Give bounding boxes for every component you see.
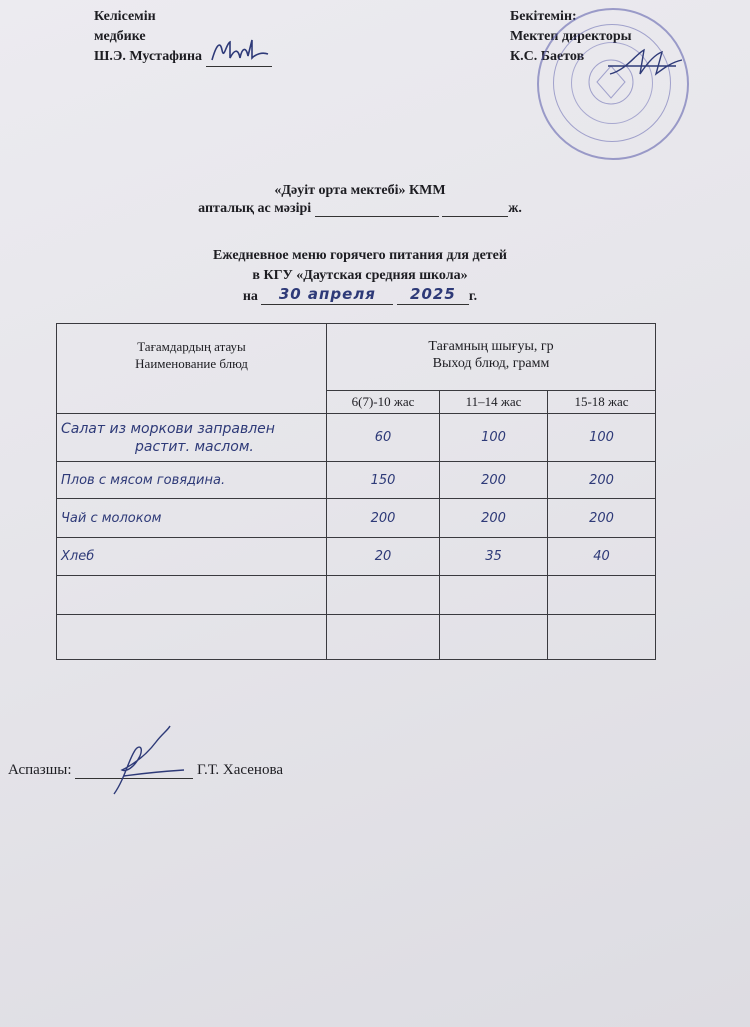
portion-cell: 35 [440,538,548,576]
approval-right-line2: Мектеп директоры [510,29,632,44]
portion-cell: 60 [327,414,440,462]
nurse-name: Ш.Э. Мустафина [94,49,203,64]
menu-period-blank [315,202,439,217]
table-row [57,414,656,462]
cook-name: Г.Т. Хасенова [197,762,283,778]
table-row [57,499,656,538]
portion-cell [548,615,656,660]
nurse-signature [206,38,272,64]
date-field [261,285,393,305]
dish-name-header-kz: Тағамдардың атауы [137,339,246,354]
dish-name-line2: растит. маслом. [135,438,254,455]
approval-right-line1: Бекітемін: [510,9,577,24]
portion-cell: 100 [548,414,656,462]
table-row [57,615,656,660]
portion-cell: 200 [327,499,440,538]
title-ru-line2: в КГУ «Даутская средняя школа» [252,268,468,283]
table-header-row [57,324,656,391]
dish-name-cell: Чай с молоком [57,499,327,538]
title-ru-date-line [0,285,720,305]
date-suffix: г. [468,289,478,304]
title-kz-line2 [0,201,720,217]
year-suffix: ж. [508,201,522,216]
portion-cell [327,576,440,615]
portion-cell: 200 [440,462,548,499]
title-kz-line1: «Дәуіт орта мектебі» КММ [274,183,446,198]
dish-name-header [57,324,327,414]
director-signature [606,44,686,84]
age-group-cell: 11–14 жас [440,391,548,414]
portion-header-kz: Тағамның шығуы, гр [428,339,554,354]
dish-name-cell [57,576,327,615]
portion-cell: 200 [440,499,548,538]
portion-cell [440,615,548,660]
portion-header-ru: Выход блюд, грамм [432,356,550,371]
school-stamp-icon [537,8,689,160]
approval-left-line3 [94,47,272,67]
portion-header [327,324,656,391]
title-ru-line1: Ежедневное меню горячего питания для детей [213,248,507,263]
approval-left [94,7,272,67]
dish-name-cell: Плов с мясом говядина. [57,462,327,499]
nurse-signature-line [206,52,272,67]
date-prefix: на [242,289,258,304]
portion-cell: 100 [440,414,548,462]
date-handwritten: 30 апреля [278,285,376,303]
cook-signature [104,722,194,802]
portion-cell: 200 [548,462,656,499]
portion-cell [548,576,656,615]
menu-table [56,323,656,660]
director-name: К.С. Баетов [510,49,585,64]
approval-left-line2: медбике [94,29,146,44]
portion-cell [440,576,548,615]
weekly-menu-label: апталық ас мәзірі [198,201,312,216]
cook-label: Аспазшы: [8,762,72,778]
dish-name-cell [57,615,327,660]
year-handwritten: 2025 [410,285,456,303]
portion-cell [327,615,440,660]
age-group-cell: 6(7)-10 жас [327,391,440,414]
table-row [57,576,656,615]
portion-cell: 20 [327,538,440,576]
portion-cell: 40 [548,538,656,576]
dish-name-header-ru: Наименование блюд [135,356,248,371]
table-row [57,538,656,576]
dish-name-line1: Салат из моркови заправлен [61,420,275,437]
dish-name-cell: Хлеб [57,538,327,576]
menu-year-blank [442,202,508,217]
dish-name-cell [57,414,327,462]
approval-left-line1: Келісемін [94,9,156,24]
portion-cell: 200 [548,499,656,538]
portion-cell: 150 [327,462,440,499]
age-group-cell: 15-18 жас [548,391,656,414]
table-row [57,462,656,499]
year-field [397,285,469,305]
